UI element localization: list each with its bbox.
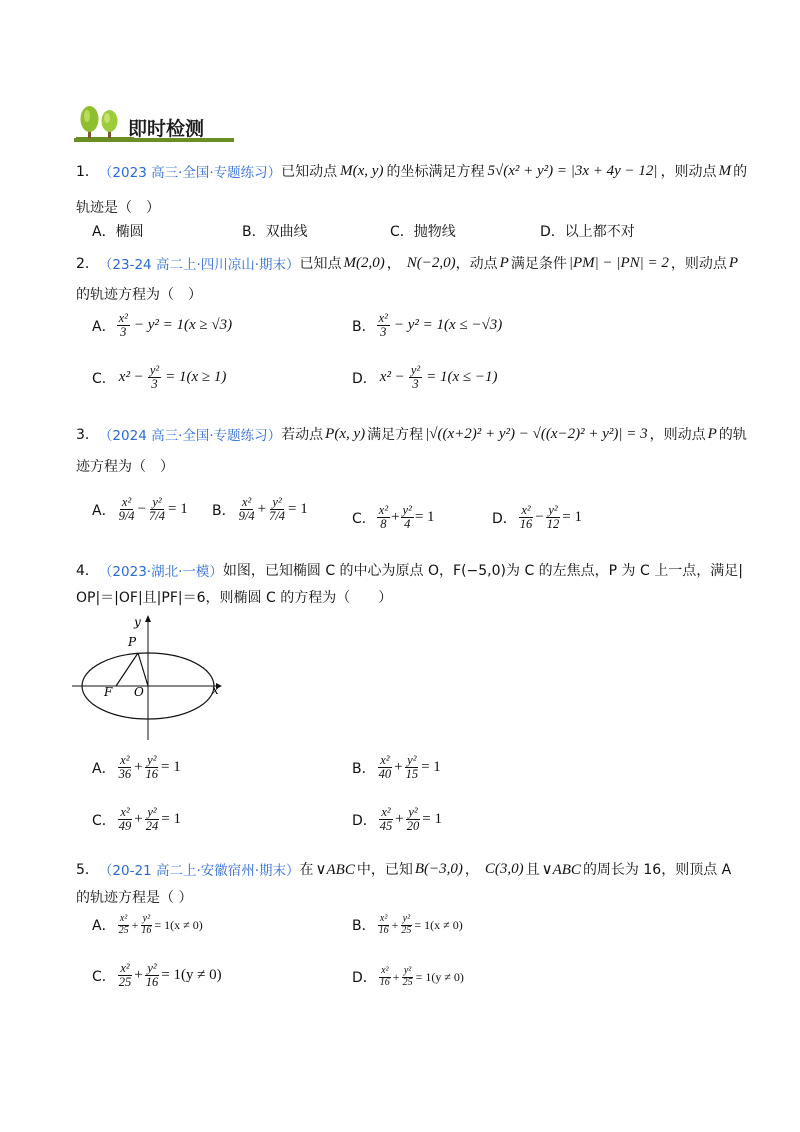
fig-label-o: O bbox=[134, 685, 144, 699]
question-4 bbox=[76, 557, 743, 607]
q4-option-c[interactable]: C． $\frac{\text{x²}}{49}$ + $\frac{\text{y²}}{24}$ = 1 bbox=[92, 805, 181, 834]
q4-source: （2023·湖北·一模） bbox=[98, 564, 223, 580]
q2-point-p: P bbox=[499, 254, 509, 271]
q2-source: （23-24 高二上·四川凉山·期末） bbox=[98, 257, 300, 273]
q2-number: 2． bbox=[76, 256, 99, 272]
q2-text-d: ，则动点 bbox=[670, 256, 727, 272]
q3-text-b: 满足方程 bbox=[367, 427, 424, 443]
q2-option-b[interactable]: B． $\frac{\text{x²}}{3}$ − y² = 1(x ≤ −√3) bbox=[352, 311, 503, 340]
q5-triangle-2: ∨ABC bbox=[541, 861, 581, 878]
q5-source: （20-21 高二上·安徽宿州·期末） bbox=[98, 863, 300, 879]
q2-text-a: 已知点 bbox=[299, 256, 342, 272]
question-5 bbox=[76, 856, 736, 907]
q5-comma: ， bbox=[464, 862, 479, 878]
q5-option-c[interactable]: C． $\frac{\text{x²}}{25}$ + $\frac{\text{y²}}{16}$ = 1(y ≠ 0) bbox=[92, 961, 222, 990]
q5-option-b[interactable]: B． $\frac{\text{x²}}{16}$ + $\frac{\text{y²}}{25}$ = 1(x ≠ 0) bbox=[352, 913, 463, 936]
q3-option-b[interactable]: B． $\frac{\text{x²}}{9/4}$ + $\frac{\text{y²}}{7/4}$ = 1 bbox=[212, 495, 308, 524]
q3-option-a[interactable]: A． $\frac{\text{x²}}{9/4}$ − $\frac{\text{y²}}{7/4}$ = 1 bbox=[92, 495, 188, 524]
q5-text-c: 且 bbox=[525, 862, 540, 878]
q5-point-b: B(−3,0) bbox=[414, 860, 463, 877]
q3-point: P(x, y) bbox=[325, 425, 366, 442]
fig-label-f: F bbox=[104, 685, 113, 699]
q1-option-d[interactable]: D．以上都不对 bbox=[540, 224, 635, 240]
q4-option-a[interactable]: A． $\frac{\text{x²}}{36}$ + $\frac{\text{y²}}{16}$ = 1 bbox=[92, 753, 181, 782]
q1-text-a: 已知动点 bbox=[281, 164, 338, 180]
q1-equation: 5√(x² + y²) = |3x + 4y − 12| bbox=[487, 162, 658, 179]
q2-condition: |PM| − |PN| = 2 bbox=[568, 254, 669, 271]
q2-line-2: 的轨迹方程为（ ） bbox=[76, 287, 202, 303]
q1-number: 1． bbox=[76, 164, 99, 180]
fig-label-y: y bbox=[134, 615, 141, 629]
q1-text-c: ，则动点 bbox=[660, 164, 717, 180]
q4-line-2: OP|＝|OF|且|PF|＝6，则椭圆 C 的方程为（ ） bbox=[76, 590, 393, 606]
q2-text-c: 满足条件 bbox=[510, 256, 567, 272]
q5-triangle: ∨ABC bbox=[315, 861, 355, 878]
q1-point-m: M bbox=[718, 162, 732, 179]
q1-text-d: 的 bbox=[733, 164, 748, 180]
section-title: 即时检测 bbox=[128, 118, 205, 140]
q1-text-b: 的坐标满足方程 bbox=[386, 164, 485, 180]
q4-number: 4． bbox=[76, 563, 99, 579]
q1-source: （2023 高三·全国·专题练习） bbox=[98, 165, 282, 181]
q5-text-d: 的周长为 16，则顶点 A bbox=[582, 862, 732, 878]
q2-text-b: ，动点 bbox=[455, 256, 498, 272]
q5-option-a[interactable]: A． $\frac{\text{x²}}{25}$ + $\frac{\text{y²}}{16}$ = 1(x ≠ 0) bbox=[92, 913, 203, 936]
q5-line-2: 的轨迹方程是（ ） bbox=[76, 890, 193, 906]
q2-comma: ， bbox=[386, 256, 401, 272]
q3-number: 3． bbox=[76, 427, 99, 443]
q3-text-a: 若动点 bbox=[281, 427, 324, 443]
q2-option-c[interactable]: C． x² − $\frac{\text{y²}}{3}$ = 1(x ≥ 1) bbox=[92, 363, 227, 392]
fig-label-p: P bbox=[128, 635, 137, 649]
q5-text-a: 在 bbox=[299, 862, 314, 878]
q1-option-a[interactable]: A．椭圆 bbox=[92, 224, 144, 240]
q2-point-p2: P bbox=[728, 254, 739, 271]
q5-text-b: 中，已知 bbox=[356, 862, 413, 878]
question-3 bbox=[76, 420, 747, 476]
q2-point-m: M(2,0) bbox=[343, 254, 385, 271]
q3-option-c[interactable]: C． $\frac{\text{x²}}{8}$ + $\frac{\text{y²}}{4}$ = 1 bbox=[352, 503, 435, 532]
question-1 bbox=[76, 158, 748, 217]
q4-option-d[interactable]: D． $\frac{\text{x²}}{45}$ + $\frac{\text{y²}}{20}$ = 1 bbox=[352, 805, 442, 834]
q2-option-d[interactable]: D． x² − $\frac{\text{y²}}{3}$ = 1(x ≤ −1) bbox=[352, 363, 498, 392]
question-2 bbox=[76, 250, 739, 304]
q1-line-2: 轨迹是（ ） bbox=[76, 200, 160, 216]
q3-point-p: P bbox=[707, 425, 717, 442]
q5-number: 5． bbox=[76, 862, 99, 878]
q4-line-1: 如图，已知椭圆 C 的中心为原点 O，F(−5,0)为 C 的左焦点，P 为 C 上一点，满足| bbox=[222, 563, 743, 579]
section-header bbox=[74, 104, 234, 144]
q2-point-n: N(−2,0) bbox=[406, 254, 456, 271]
q1-point: M(x, y) bbox=[340, 162, 384, 179]
q3-source: （2024 高三·全国·专题练习） bbox=[98, 428, 282, 444]
q3-line-2: 迹方程为（ ） bbox=[76, 459, 174, 475]
q1-option-c[interactable]: C．抛物线 bbox=[390, 224, 456, 240]
q3-option-d[interactable]: D． $\frac{\text{x²}}{16}$ − $\frac{\text{y²}}{12}$ = 1 bbox=[492, 503, 582, 532]
fig-label-x: x bbox=[212, 683, 219, 697]
ellipse-figure bbox=[70, 614, 230, 744]
q3-text-c: ，则动点 bbox=[649, 427, 706, 443]
q1-option-b[interactable]: B．双曲线 bbox=[242, 224, 308, 240]
q5-point-c: C(3,0) bbox=[484, 860, 524, 877]
q4-option-b[interactable]: B． $\frac{\text{x²}}{40}$ + $\frac{\text{y²}}{15}$ = 1 bbox=[352, 753, 441, 782]
q3-text-d: 的轨 bbox=[718, 427, 747, 443]
q3-equation: |√((x+2)² + y²) − √((x−2)² + y²)| = 3 bbox=[425, 425, 648, 442]
q2-option-a[interactable]: A． $\frac{\text{x²}}{3}$ − y² = 1(x ≥ √3) bbox=[92, 311, 233, 340]
q5-option-d[interactable]: D． $\frac{\text{x²}}{16}$ + $\frac{\text{y²}}{25}$ = 1(y ≠ 0) bbox=[352, 965, 464, 988]
